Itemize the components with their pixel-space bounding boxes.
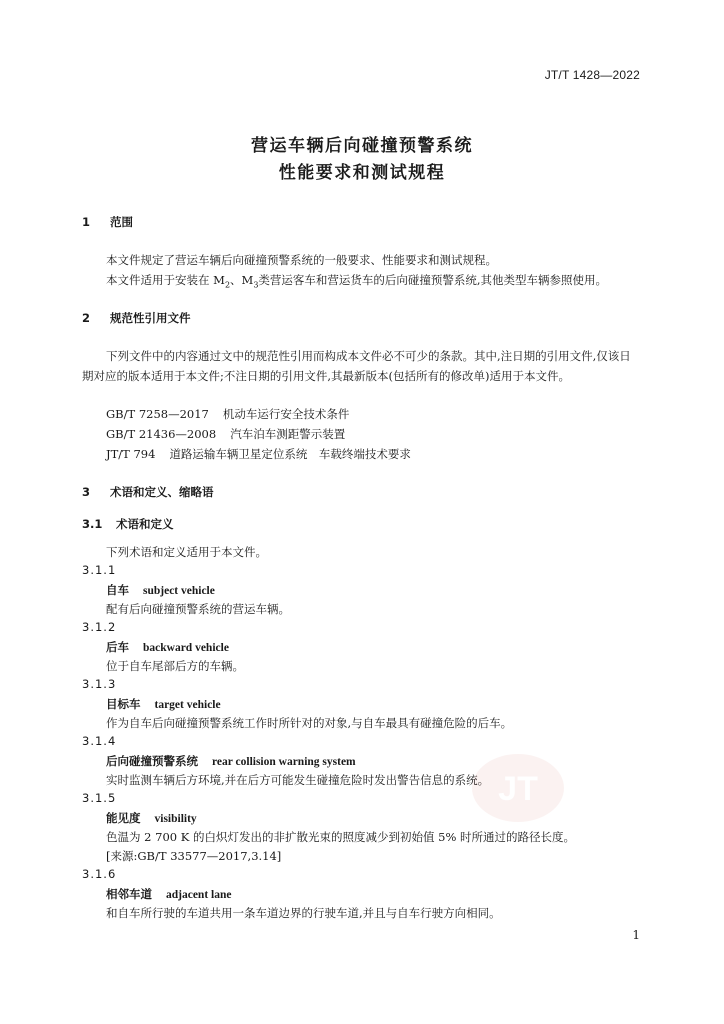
text-part: 类营运客车和营运货车的后向碰撞预警系统,其他类型车辆参照使用。 [258,273,608,287]
term-en: rear collision warning system [212,756,356,768]
section-2-heading [82,310,191,326]
term-source: [来源:GB/T 33577—2017,3.14] [106,849,282,863]
term-number: 3.1.2 [82,620,117,634]
reference-name: 道路运输车辆卫星定位系统 车载终端技术要求 [169,447,411,461]
term-zh: 相邻车道 [106,887,152,901]
term-title [106,753,356,769]
section-title: 规范性引用文件 [110,311,191,325]
reference-item [106,406,349,422]
section-1-para-2 [82,270,642,295]
reference-item [106,446,411,462]
term-title [106,810,197,826]
term-en: target vehicle [154,699,221,711]
term-title [106,639,229,655]
subscript: 3 [253,280,259,290]
term-zh: 能见度 [106,811,141,825]
section-title: 范围 [110,215,133,229]
reference-code: GB/T 7258—2017 [106,407,209,421]
page-number: 1 [632,928,640,942]
document-title-line2: 性能要求和测试规程 [278,163,446,183]
term-definition: 位于自车尾部后方的车辆。 [106,659,244,673]
term-number: 3.1.3 [82,677,117,691]
term-definition: 作为自车后向碰撞预警系统工作时所针对的对象,与自车最具有碰撞危险的后车。 [106,716,513,730]
subsection-title: 术语和定义 [116,517,174,531]
term-en: backward vehicle [143,642,229,654]
term-title [106,582,215,598]
term-definition: 实时监测车辆后方环境,并在后方可能发生碰撞危险时发出警告信息的系统。 [106,773,490,787]
subsection-3-1-intro: 下列术语和定义适用于本文件。 [106,545,267,559]
subscript: 2 [224,280,231,290]
term-zh: 目标车 [106,697,141,711]
text-part: 本文件适用于安装在 M [106,273,225,287]
term-definition: 配有后向碰撞预警系统的营运车辆。 [106,602,290,616]
watermark-logo [470,752,566,824]
subsection-number: 3.1 [82,517,103,531]
reference-code: GB/T 21436—2008 [106,427,217,441]
section-1-para-1: 本文件规定了营运车辆后向碰撞预警系统的一般要求、性能要求和测试规程。 [106,253,497,267]
term-zh: 后车 [106,640,129,654]
term-number: 3.1.1 [82,563,117,577]
section-title: 术语和定义、缩略语 [110,485,214,499]
reference-name: 机动车运行安全技术条件 [222,407,350,421]
section-number: 2 [82,311,91,325]
term-definition: 和自车所行驶的车道共用一条车道边界的行驶车道,并且与自车行驶方向相同。 [106,906,501,920]
term-number: 3.1.5 [82,791,117,805]
reference-name: 汽车泊车测距警示装置 [230,427,346,441]
subsection-3-1-heading [82,516,174,532]
term-en: subject vehicle [143,585,215,597]
section-2-para-1: 下列文件中的内容通过文中的规范性引用而构成本文件必不可少的条款。其中,注日期的引用文件,仅该日期对应的版本适用于本文件;不注日期的引用文件,其最新版本(包括所有的修改单)适用于本文件。 [82,349,631,383]
term-zh: 后向碰撞预警系统 [106,754,198,768]
section-3-heading [82,484,214,500]
section-number: 1 [82,215,91,229]
section-number: 3 [82,485,91,499]
document-title-line1: 营运车辆后向碰撞预警系统 [251,136,473,156]
term-definition: 色温为 2 700 K 的白炽灯发出的非扩散光束的照度减少到初始值 5% 时所通过的路径长度。 [106,830,576,844]
term-zh: 自车 [106,583,129,597]
term-number: 3.1.6 [82,867,117,881]
term-en: visibility [154,813,197,825]
term-number: 3.1.4 [82,734,117,748]
section-1-heading [82,214,133,230]
svg-text:JT: JT [498,770,538,808]
reference-item [106,426,345,442]
text-part: 、M [230,273,254,287]
term-title [106,696,221,712]
reference-code: JT/T 794 [106,447,156,461]
term-title [106,886,231,902]
term-en: adjacent lane [166,889,232,901]
document-code: JT/T 1428—2022 [544,68,640,82]
